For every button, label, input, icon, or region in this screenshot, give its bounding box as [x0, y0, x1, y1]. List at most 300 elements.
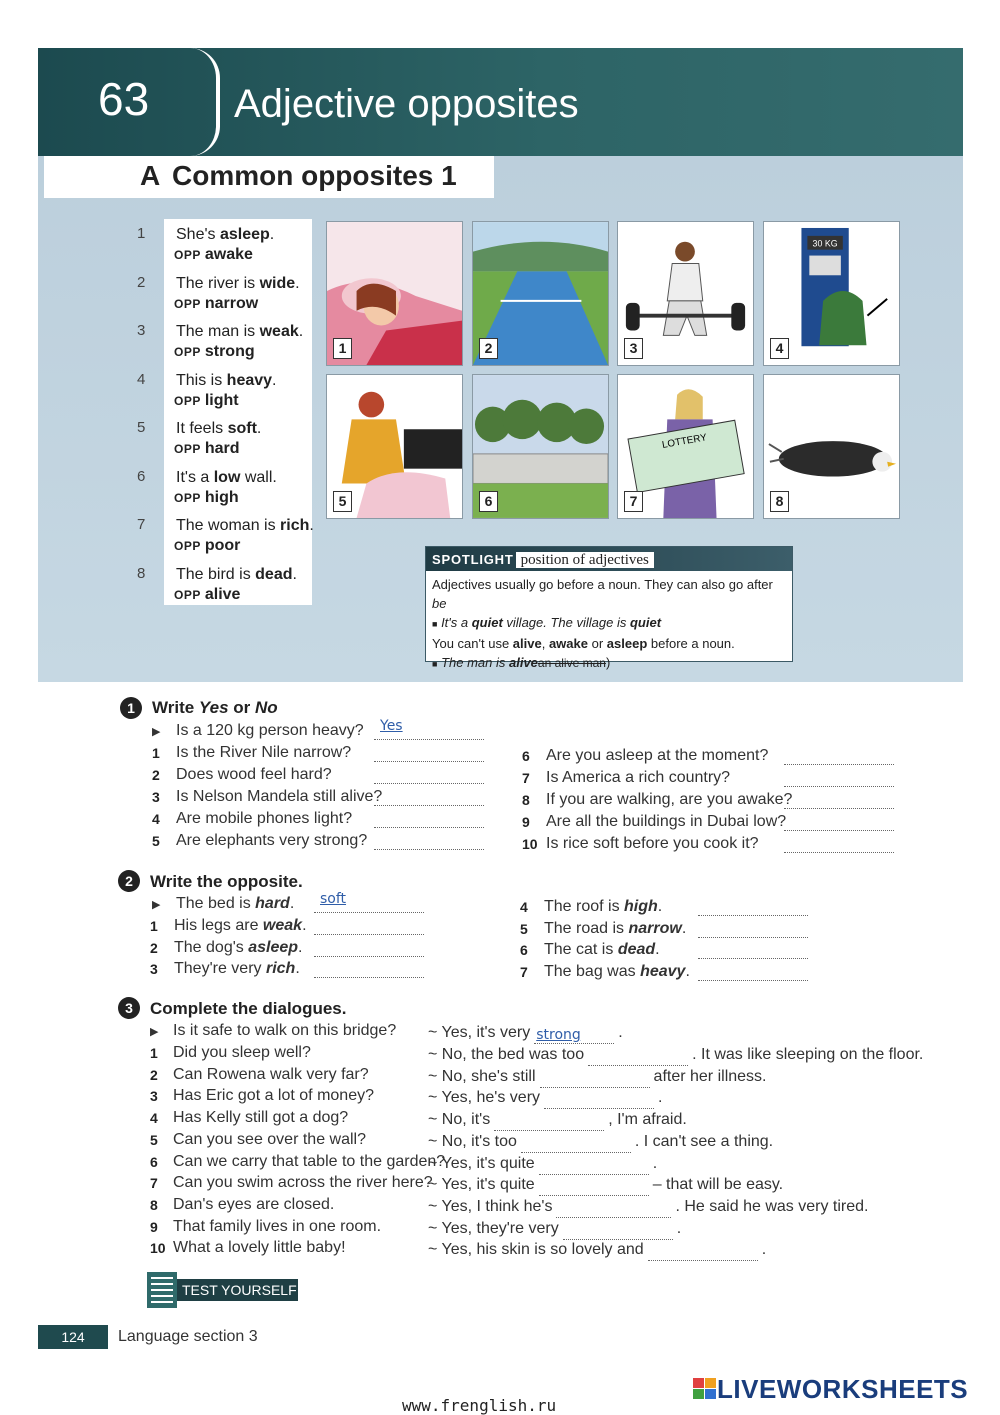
opposite-pair [174, 246, 253, 264]
sentence-text [544, 961, 690, 983]
sentence-text: The man is [176, 323, 260, 340]
question-text: Is the River Nile narrow? [176, 744, 352, 761]
picture-number: 5 [333, 491, 352, 512]
sentence-text: . [295, 274, 300, 292]
exercise-item [150, 1064, 158, 1087]
sentence-text [174, 937, 302, 959]
exercise-item [152, 720, 160, 743]
question-text: Can we carry that table to the garden? [173, 1152, 446, 1170]
sentence-part: . [295, 960, 300, 977]
sentence-text: wall. [240, 468, 277, 486]
answer-field[interactable] [544, 1093, 654, 1109]
item-number: 3 [150, 961, 158, 977]
spot-text: before a noun. [647, 636, 735, 651]
response-text [428, 1022, 623, 1044]
item-number: 5 [152, 833, 160, 849]
question-text: Does wood feel hard? [176, 766, 332, 783]
example-answer: strong [536, 1027, 581, 1043]
example-marker: ▶ [152, 726, 161, 738]
exercise-item [152, 786, 160, 809]
response-text [428, 1218, 681, 1240]
item-number: 6 [520, 942, 528, 958]
item-number: 7 [520, 963, 528, 980]
opposite-number: 4 [137, 370, 146, 388]
item-number: 8 [522, 792, 530, 808]
opposite-adjective: high [204, 488, 239, 506]
cheque-title-text: LOTTERY [661, 432, 708, 451]
opposite-adjective: hard [204, 440, 240, 457]
key-adjective: heavy [640, 962, 686, 980]
example-marker: ▶ [150, 1026, 159, 1038]
opposite-sentence [176, 321, 303, 342]
exercise-item [152, 830, 160, 853]
sentence-text: This is [176, 371, 227, 389]
exercise-item [152, 764, 160, 787]
sentence-text [544, 939, 660, 961]
opposite-number: 3 [137, 322, 146, 339]
response-start: ~ Yes, it's quite [428, 1154, 535, 1172]
exercise-item [150, 1194, 158, 1217]
key-adjective: low [213, 468, 241, 486]
opposite-number: 6 [137, 467, 146, 485]
question-text: Has Eric got a lot of money? [173, 1087, 374, 1105]
answer-field[interactable] [784, 771, 894, 787]
key-adjective: weak [262, 917, 303, 934]
picture-number: 7 [624, 491, 643, 512]
exercise-item [152, 808, 160, 831]
item-number: 3 [150, 1088, 158, 1105]
answer-field[interactable] [374, 790, 484, 806]
key-adjective: hard [255, 895, 290, 912]
exercise-item [520, 896, 528, 919]
item-number: 10 [522, 836, 538, 852]
picture-1 [326, 221, 463, 366]
sentence-part: They're very [174, 960, 266, 977]
sentence-part: . [298, 938, 303, 956]
spot-text: asleep [606, 636, 648, 651]
response-end: . [652, 1154, 658, 1172]
response-text [428, 1087, 662, 1109]
spot-text: Adjectives usually go before a noun. They can also go after [432, 577, 773, 592]
answer-field[interactable] [539, 1159, 649, 1175]
sentence-part: . [681, 919, 687, 937]
question-text: Can you swim across the river here? [173, 1174, 433, 1192]
sentence-text: . [269, 226, 275, 243]
key-adjective: dead [617, 941, 656, 958]
opposite-sentence [176, 273, 300, 294]
opp-label: OPP [174, 345, 201, 359]
sentence-part: . [685, 962, 690, 980]
response-end: , I'm afraid. [608, 1111, 687, 1129]
sentence-text: She's [176, 226, 220, 243]
exercise-item [522, 833, 538, 856]
key-adjective: rich [265, 960, 296, 977]
sentence-text: The woman is [176, 517, 281, 534]
response-end: . It was like sleeping on the floor. [692, 1046, 924, 1063]
exercise-3-badge: 3 [118, 997, 140, 1019]
picture-7 [617, 374, 754, 519]
opp-label: OPP [174, 248, 201, 262]
exercise-1-badge: 1 [120, 697, 142, 719]
answer-field[interactable] [648, 1245, 758, 1261]
spot-text: You can't use [432, 636, 513, 651]
question-text: Is Nelson Mandela still alive? [176, 788, 383, 805]
opposite-number: 1 [137, 225, 146, 242]
answer-field[interactable] [521, 1137, 631, 1153]
spotlight-title: position of adjectives [516, 552, 654, 568]
picture-number: 3 [624, 338, 643, 359]
key-adjective: high [624, 898, 658, 915]
item-number: 4 [150, 1110, 158, 1127]
question-text: Are all the buildings in Dubai low? [546, 813, 787, 830]
opposite-pair [174, 440, 240, 458]
question-text: Dan's eyes are closed. [173, 1195, 335, 1213]
opposite-sentence [176, 467, 277, 488]
sentence-text: . [292, 565, 297, 583]
answer-field[interactable] [374, 834, 484, 850]
sentence-part: The dog's [174, 938, 249, 956]
exercise-item [150, 915, 158, 938]
opp-label: OPP [174, 296, 201, 311]
logo-icon [693, 1378, 717, 1400]
opposite-pair [174, 392, 239, 410]
sentence-part: The road is [544, 919, 629, 937]
key-adjective: rich [280, 517, 310, 534]
response-start: ~ Yes, it's very [428, 1024, 531, 1041]
response-end: . [658, 1089, 663, 1107]
spot-text: quiet [471, 615, 503, 630]
response-text [428, 1239, 766, 1261]
opp-label: OPP [174, 587, 201, 602]
item-number: 6 [150, 1153, 158, 1170]
logo-text: LIVEWORKSHEETS [717, 1374, 969, 1404]
exercise-item [150, 1172, 158, 1195]
response-start: ~ No, the bed was too [428, 1046, 585, 1063]
answer-field[interactable] [534, 1028, 614, 1044]
response-end: after her illness. [653, 1067, 767, 1085]
answer-field[interactable] [314, 962, 424, 978]
opposite-sentence [176, 515, 314, 536]
item-number: 6 [522, 748, 530, 764]
opposite-number: 8 [137, 564, 146, 582]
liveworksheets-logo[interactable] [693, 1374, 968, 1405]
slot-display-text: 30 KG [812, 238, 838, 249]
page-number: 124 [38, 1325, 108, 1349]
response-text [428, 1109, 687, 1131]
answer-field[interactable] [784, 837, 894, 853]
exercise-item [150, 1237, 166, 1260]
opposite-adjective: poor [204, 537, 241, 554]
response-start: ~ Yes, he's very [428, 1089, 541, 1107]
question-text: Can you see over the wall? [173, 1130, 366, 1148]
opposite-adjective: light [204, 391, 239, 409]
item-number: 2 [150, 939, 158, 956]
spot-text: It's a [441, 615, 472, 630]
item-number: 5 [520, 920, 528, 937]
response-text [428, 1174, 783, 1196]
sentence-part: . [302, 917, 307, 934]
ex1-title-part: Write [152, 698, 199, 717]
response-end: . He said he was very tired. [675, 1197, 869, 1215]
example-answer: soft [320, 891, 347, 907]
key-adjective: heavy [226, 371, 273, 389]
section-letter: A [140, 160, 161, 191]
test-yourself-label: TEST YOURSELF [182, 1282, 297, 1298]
opposite-number: 7 [137, 516, 146, 533]
picture-2 [472, 221, 609, 366]
answer-field[interactable] [556, 1202, 671, 1218]
spot-text: an alive man [537, 656, 606, 670]
response-start: ~ Yes, it's quite [428, 1176, 535, 1194]
exercise-item [152, 893, 160, 916]
picture-number: 4 [770, 338, 789, 359]
picture-4 [763, 221, 900, 366]
answer-field[interactable] [314, 891, 424, 913]
page-title: Adjective opposites [234, 82, 579, 126]
sentence-text: The river is [176, 274, 260, 292]
opposite-sentence [176, 564, 297, 585]
key-adjective: weak [259, 323, 299, 340]
answer-field[interactable] [563, 1224, 673, 1240]
sentence-text: It feels [176, 420, 228, 437]
exercise-item [150, 958, 158, 981]
item-number: 2 [152, 767, 160, 783]
answer-field[interactable] [314, 919, 424, 935]
exercise-item [150, 1042, 158, 1065]
opposite-adjective: strong [204, 343, 255, 360]
response-start: ~ Yes, they're very [428, 1219, 559, 1237]
spot-text: quiet [629, 615, 662, 630]
answer-field[interactable] [784, 793, 894, 809]
opp-label: OPP [174, 393, 201, 408]
spot-text: village. The village is [502, 615, 630, 630]
question-text: Is rice soft before you cook it? [546, 835, 759, 852]
source-url[interactable]: www.frenglish.ru [402, 1396, 557, 1415]
item-number: 7 [522, 770, 530, 786]
response-start: ~ No, it's too [428, 1132, 517, 1150]
sentence-text: The bird is [176, 565, 256, 583]
question-text: What a lovely little baby! [173, 1239, 346, 1257]
ex1-title-part: No [255, 698, 278, 717]
answer-field[interactable] [374, 812, 484, 828]
spotlight-body: Adjectives usually go before a noun. They can also go after be ■ It's a quiet village. The village is quiet You can't use alive, awake or asleep before a noun. ■ The man is alivean alive man) [432, 577, 773, 670]
key-adjective: soft [227, 420, 257, 437]
answer-field[interactable] [539, 1180, 649, 1196]
question-text: Are mobile phones light? [176, 810, 353, 827]
exercise-item [152, 742, 160, 765]
question-text: Are you asleep at the moment? [546, 747, 769, 764]
answer-field[interactable] [784, 749, 894, 765]
response-start: ~ Yes, I think he's [428, 1197, 553, 1215]
sentence-text: . [298, 323, 304, 340]
picture-5 [326, 374, 463, 519]
picture-number: 6 [479, 491, 498, 512]
sentence-part: . [289, 895, 295, 912]
item-number: 1 [150, 918, 158, 934]
exercise-item [150, 1107, 158, 1130]
response-start: ~ No, she's still [428, 1067, 536, 1085]
answer-field[interactable] [698, 943, 808, 959]
exercise-item [522, 789, 530, 812]
exercise-2-badge: 2 [118, 870, 140, 892]
key-adjective: dead [255, 565, 293, 583]
response-end: . [761, 1241, 767, 1259]
answer-field[interactable] [374, 718, 484, 740]
exercise-1-title [152, 698, 278, 718]
opposite-pair [174, 295, 258, 313]
sentence-part: The roof is [544, 898, 625, 915]
spot-text: awake [548, 636, 588, 651]
spotlight-header [426, 547, 792, 571]
exercise-item [150, 1020, 158, 1043]
item-number: 3 [152, 789, 160, 805]
item-number: 1 [152, 745, 160, 761]
opp-label: OPP [174, 490, 201, 505]
answer-field[interactable] [698, 922, 808, 938]
opposite-sentence [176, 370, 277, 391]
sentence-text [176, 893, 294, 915]
exercise-item [520, 918, 528, 941]
response-end: . [618, 1024, 623, 1041]
sentence-text [174, 958, 300, 980]
example-marker: ▶ [152, 899, 161, 911]
answer-field[interactable] [698, 965, 808, 981]
exercise-item [522, 767, 530, 790]
question-text: Is it safe to walk on this bridge? [173, 1022, 397, 1039]
exercise-item [150, 1151, 158, 1174]
opposite-number: 5 [137, 419, 146, 436]
opp-label: OPP [174, 539, 201, 553]
test-yourself-button[interactable] [145, 1270, 300, 1310]
opposite-adjective: alive [204, 585, 241, 603]
exercise-item [150, 1085, 158, 1108]
ex1-title-part: or [228, 698, 255, 717]
picture-number: 8 [770, 491, 789, 512]
response-text [428, 1196, 868, 1218]
spot-text: ) [605, 655, 611, 670]
spot-text: alive [508, 655, 538, 670]
sentence-text [544, 918, 686, 940]
sentence-text: It's a [176, 468, 214, 486]
answer-field[interactable] [698, 900, 808, 916]
response-start: ~ No, it's [428, 1111, 491, 1129]
picture-number: 1 [333, 338, 352, 359]
response-end: . I can't see a thing. [634, 1132, 774, 1150]
picture-number: 2 [479, 338, 498, 359]
question-text: Did you sleep well? [173, 1044, 311, 1061]
item-number: 8 [150, 1196, 158, 1213]
answer-field[interactable] [784, 815, 894, 831]
opp-label: OPP [174, 442, 201, 456]
section-title: Common opposites 1 [172, 160, 457, 191]
exercise-item [150, 937, 158, 960]
spotlight-box [425, 546, 793, 670]
ex1-title-part: Yes [198, 698, 229, 717]
item-number: 7 [150, 1175, 158, 1192]
key-adjective: asleep [248, 938, 299, 956]
picture-6 [472, 374, 609, 519]
spot-text: or [588, 636, 607, 651]
answer-field[interactable] [314, 941, 424, 957]
answer-field[interactable] [494, 1115, 604, 1131]
answer-field[interactable] [374, 768, 484, 784]
opposite-pair [174, 586, 240, 604]
response-end: – that will be easy. [652, 1176, 784, 1194]
question-text: Can Rowena walk very far? [173, 1065, 369, 1083]
sentence-part: The bed is [176, 895, 256, 912]
question-text: Is America a rich country? [546, 769, 731, 786]
response-text [428, 1044, 923, 1066]
response-end: . [676, 1219, 682, 1237]
key-adjective: asleep [219, 226, 270, 243]
item-number: 9 [150, 1218, 158, 1235]
sentence-part: . [657, 898, 663, 915]
item-number: 4 [520, 899, 528, 915]
header-curve [190, 48, 220, 156]
picture-8 [763, 374, 900, 519]
exercise-item [522, 811, 530, 834]
opposite-number: 2 [137, 273, 146, 291]
exercise-item [520, 939, 528, 962]
opposite-adjective: narrow [204, 294, 259, 312]
item-number: 10 [150, 1240, 166, 1257]
sentence-text [174, 915, 307, 937]
picture-3 [617, 221, 754, 366]
opposite-pair [174, 343, 255, 361]
footer-section: Language section 3 [118, 1328, 258, 1345]
spot-text: be [432, 596, 447, 611]
item-number: 5 [150, 1131, 158, 1148]
exercise-item [150, 1216, 158, 1239]
question-text: Has Kelly still got a dog? [173, 1109, 349, 1127]
spot-text: The man is [441, 655, 509, 670]
sentence-part: . [655, 941, 660, 958]
question-text: That family lives in one room. [173, 1217, 382, 1235]
unit-number: 63 [98, 73, 150, 125]
sentence-text: . [309, 517, 314, 534]
exercise-item [522, 745, 530, 768]
spot-text: alive [512, 636, 542, 651]
response-text [428, 1131, 773, 1153]
answer-field[interactable] [540, 1072, 650, 1088]
exercise-3-title: Complete the dialogues. [150, 999, 347, 1018]
response-text [428, 1153, 657, 1175]
section-heading [44, 156, 494, 198]
exercise-2-title: Write the opposite. [150, 872, 303, 891]
example-answer: Yes [380, 718, 403, 734]
exercise-item [520, 961, 528, 984]
sentence-part: His legs are [174, 917, 263, 934]
answer-field[interactable] [374, 746, 484, 762]
opposite-sentence [176, 418, 261, 439]
sentence-part: The cat is [544, 941, 618, 958]
opposite-pair [174, 537, 240, 555]
opposite-sentence [176, 224, 274, 245]
key-adjective: narrow [628, 919, 682, 937]
key-adjective: wide [259, 274, 296, 292]
sentence-part: The bag was [544, 962, 641, 980]
item-number: 2 [150, 1066, 158, 1083]
item-number: 4 [152, 811, 160, 827]
opposite-pair [174, 489, 239, 507]
question-text: Are elephants very strong? [176, 832, 368, 849]
question-text: If you are walking, are you awake? [546, 791, 793, 808]
opposite-adjective: awake [204, 246, 253, 263]
answer-field[interactable] [588, 1050, 688, 1066]
sentence-text [544, 896, 662, 918]
spotlight-label: SPOTLIGHT [432, 552, 514, 567]
spot-text: , [541, 636, 549, 651]
